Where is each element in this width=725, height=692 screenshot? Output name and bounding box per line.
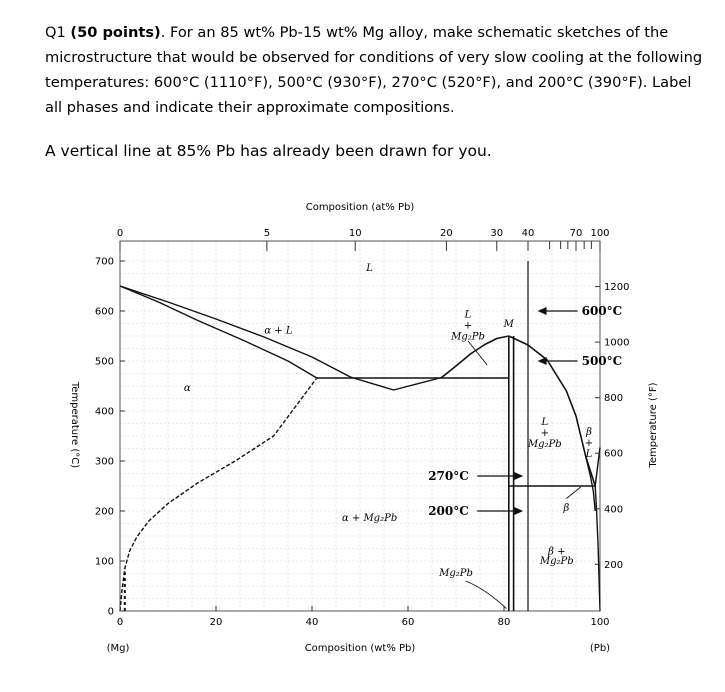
- top-tick-label: 5: [263, 228, 271, 239]
- mg2pb-pointer-line: [466, 581, 507, 609]
- phase-label: M: [503, 319, 514, 330]
- phase-label: α: [183, 383, 191, 394]
- y-tick-label: 700: [94, 256, 114, 268]
- y-axis-title-right: Temperature (°F): [648, 382, 659, 468]
- phase-label: Mg₂Pb: [439, 568, 473, 579]
- phase-label-stacked: +: [540, 428, 549, 439]
- y-tick-label: 400: [94, 406, 114, 418]
- y-right-tick-label: 1000: [604, 337, 630, 349]
- y-tick-label: 500: [94, 356, 114, 368]
- x-tick-label: 80: [497, 617, 511, 628]
- question-body: . For an 85 wt% Pb-15 wt% Mg alloy, make schematic sketches of the microstructure that would be observed for conditions of very slow cooling at the following temperatures: 600°C (1110°F), 500°C (930°F), 270°C (520°F), and 200°C (390°F). Label all phases and indicate their approximate compositions.: [45, 24, 703, 116]
- x-tick-label: 40: [305, 617, 319, 628]
- y-right-tick-label: 1200: [604, 282, 630, 294]
- top-tick-label: 20: [440, 228, 453, 239]
- y-right-tick-label: 200: [604, 559, 624, 571]
- y-tick-label: 200: [94, 506, 114, 518]
- annotation-label: 600°C: [581, 304, 623, 318]
- y-right-tick-label: 600: [604, 448, 624, 460]
- y-axis-title-left: Temperature (°C): [69, 381, 80, 469]
- annotation-label: 200°C: [428, 504, 469, 518]
- x-tick-label: 60: [401, 617, 415, 628]
- top-axis-title: Composition (at% Pb): [305, 202, 415, 213]
- phase-label: β +: [548, 546, 566, 558]
- x-tick-label: 0: [116, 617, 124, 628]
- temperature-annotations: [428, 304, 622, 609]
- y-tick-label: 300: [94, 456, 114, 468]
- x-axis-title: Composition (wt% Pb): [304, 643, 416, 654]
- top-tick-label: 0: [116, 228, 124, 239]
- y-tick-label: 0: [107, 606, 114, 618]
- y-right-tick-label: 400: [604, 504, 624, 516]
- phase-label-stacked: L: [541, 417, 549, 428]
- y-right-tick-label: 800: [604, 393, 624, 405]
- phase-label: L: [366, 263, 373, 274]
- top-tick-label: 30: [490, 228, 504, 239]
- phase-label: α + Mg₂Pb: [341, 513, 398, 524]
- phase-label: α + L: [264, 325, 293, 337]
- phase-label-stacked: L: [464, 309, 472, 321]
- phase-label: β: [563, 503, 570, 514]
- beta-solvus-curve: [595, 486, 600, 611]
- annotation-label: 270°C: [428, 469, 469, 483]
- top-tick-label: 40: [521, 228, 535, 239]
- y-tick-label: 100: [94, 556, 114, 568]
- phase-label-stacked: β: [586, 427, 592, 438]
- top-tick-label: 10: [348, 228, 362, 239]
- x-right-endpoint: (Pb): [589, 643, 611, 654]
- phase-label: Mg₂Pb: [539, 556, 574, 567]
- annotation-arrow-head: [514, 507, 523, 515]
- phase-label-stacked: L: [585, 449, 593, 460]
- x-tick-label: 20: [209, 617, 223, 628]
- annotation-label: 500°C: [581, 354, 623, 368]
- phase-label-stacked: +: [584, 438, 594, 449]
- annotation-arrow-head: [538, 357, 547, 365]
- annotation-arrow-head: [538, 307, 547, 315]
- axis-ticks: [95, 228, 630, 628]
- x-left-endpoint: (Mg): [106, 643, 130, 654]
- top-tick-label: 70: [569, 228, 583, 239]
- alpha-solvus-curve: [120, 378, 317, 611]
- phase-label-stacked: Mg₂Pb: [527, 439, 562, 450]
- top-tick-label: 100: [590, 228, 610, 239]
- y-tick-label: 600: [94, 306, 114, 318]
- instruction-text: A vertical line at 85% Pb has already been drawn for you.: [45, 142, 492, 160]
- x-tick-label: 100: [590, 617, 610, 628]
- phase-labels: [184, 263, 593, 579]
- phase-label-stacked: Mg₂Pb: [451, 331, 485, 343]
- question-points: (50 points): [70, 24, 161, 41]
- question-label: Q1: [45, 24, 66, 41]
- phase-label-stacked: +: [463, 320, 473, 332]
- beta-pointer-line: [566, 487, 580, 499]
